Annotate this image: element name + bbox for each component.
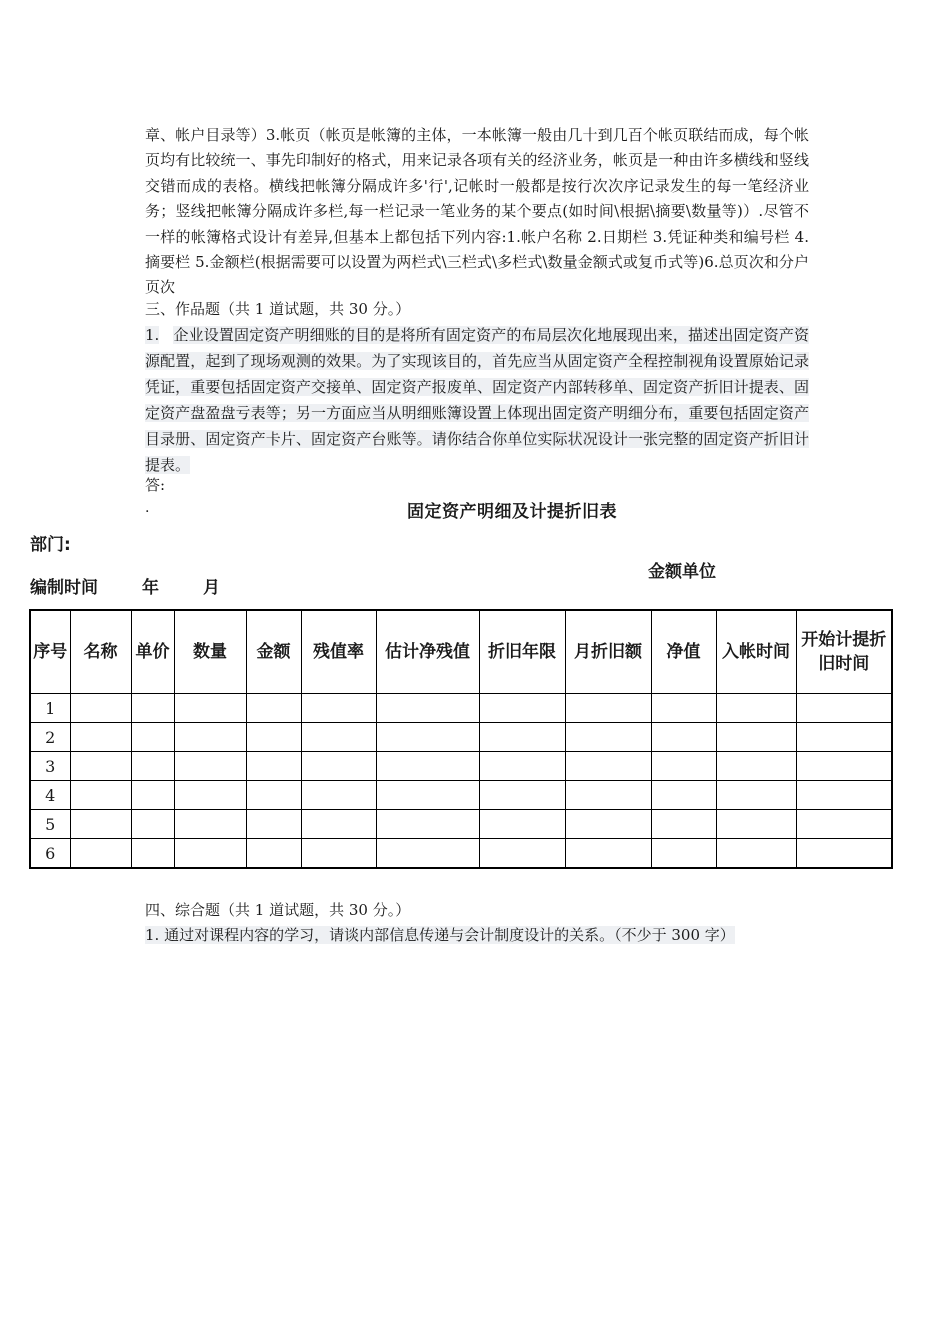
question-4 [145,923,735,948]
table-cell[interactable] [301,839,376,869]
row-index: 1 [30,694,70,723]
col-header-depreciation-start: 开始计提折旧时间 [796,610,892,694]
table-cell[interactable] [479,694,565,723]
row-index: 3 [30,752,70,781]
table-cell[interactable] [301,694,376,723]
table-cell[interactable] [246,839,301,869]
table-cell[interactable] [479,839,565,869]
col-header-amount: 金额 [246,610,301,694]
table-cell[interactable] [716,810,796,839]
table-cell[interactable] [301,810,376,839]
question-1-number: 1. [145,326,160,344]
table-cell[interactable] [565,752,651,781]
col-header-entry-date: 入帐时间 [716,610,796,694]
col-header-index: 序号 [30,610,70,694]
stray-dot: . [145,500,150,516]
row-index: 2 [30,723,70,752]
table-cell[interactable] [651,781,716,810]
table-cell[interactable] [246,781,301,810]
table-cell[interactable] [131,839,174,869]
table-cell[interactable] [716,752,796,781]
table-row [30,810,892,839]
table-cell[interactable] [376,723,479,752]
table-cell[interactable] [376,781,479,810]
table-cell[interactable] [376,810,479,839]
table-header-row [30,610,892,694]
table-cell[interactable] [376,694,479,723]
table-row [30,839,892,869]
table-cell[interactable] [796,810,892,839]
col-header-residual-rate: 残值率 [301,610,376,694]
row-index: 6 [30,839,70,869]
col-header-estimated-residual: 估计净残值 [376,610,479,694]
table-cell[interactable] [131,810,174,839]
table-cell[interactable] [651,723,716,752]
table-cell[interactable] [565,694,651,723]
question-1-text: 企业设置固定资产明细账的目的是将所有固定资产的布局层次化地展现出来，描述出固定资产资源配置，起到了现场观测的效果。为了实现该目的，首先应当从固定资产全程控制视角设置原始记录凭证，重要包括固定资产交接单、固定资产报废单、固定资产内部转移单、固定资产折旧计提表、固定资产盘盈盘亏表等；另一方面应当从明细账簿设置上体现出固定资产明细分布，重要包括固定资产目录册、固定资产卡片、固定资产台账等。请你结合你单位实际状况设计一张完整的固定资产折旧计提表。 [145,326,809,474]
table-cell[interactable] [131,723,174,752]
table-cell[interactable] [301,781,376,810]
table-cell[interactable] [174,694,246,723]
amount-unit-label: 金额单位 [648,562,716,582]
table-row [30,694,892,723]
table-cell[interactable] [246,810,301,839]
section-3-heading: 三、作品题（共 1 道试题，共 30 分。） [145,300,411,318]
table-cell[interactable] [716,781,796,810]
col-header-net-value: 净值 [651,610,716,694]
table-cell[interactable] [716,839,796,869]
table-cell[interactable] [70,781,131,810]
table-cell[interactable] [565,781,651,810]
row-index: 5 [30,810,70,839]
table-cell[interactable] [246,694,301,723]
intro-paragraph: 章、帐户目录等）3.帐页（帐页是帐簿的主体，一本帐簿一般由几十到几百个帐页联结而成，每个帐页均有比较统一、事先印制好的格式，用来记录各项有关的经济业务，帐页是一种由许多横线和竖线交错而成的表格。横线把帐簿分隔成许多'行',记帐时一般都是按行次次序记录发生的每一笔经济业务；竖线把帐簿分隔成许多栏,每一栏记录一笔业务的某个要点(如时间\根据\摘要\数量等)）.尽管不一样的帐簿格式设计有差异,但基本上都包括下列内容:1.帐户名称 2.日期栏 3.凭证种类和编号栏 4.摘要栏 5.金额栏(根据需要可以设置为两栏式\三栏式\多栏式\数量金额式或复币式等)6.总页次和分户页次 [145,126,809,297]
table-cell[interactable] [479,810,565,839]
question-1 [145,322,809,478]
table-cell[interactable] [796,723,892,752]
table-cell[interactable] [479,752,565,781]
section-4-heading: 四、综合题（共 1 道试题，共 30 分。） [145,901,411,919]
department-label: 部门: [30,535,71,555]
table-cell[interactable] [131,781,174,810]
table-cell[interactable] [70,810,131,839]
table-cell[interactable] [70,839,131,869]
table-cell[interactable] [651,810,716,839]
table-cell[interactable] [651,694,716,723]
table-cell[interactable] [376,839,479,869]
year-label: 年 [142,578,159,598]
table-cell[interactable] [246,723,301,752]
table-cell[interactable] [70,752,131,781]
table-cell[interactable] [70,694,131,723]
table-cell[interactable] [70,723,131,752]
table-cell[interactable] [716,694,796,723]
table-row [30,781,892,810]
table-cell[interactable] [565,839,651,869]
table-cell[interactable] [651,839,716,869]
table-cell[interactable] [651,752,716,781]
table-cell[interactable] [716,723,796,752]
table-cell[interactable] [376,752,479,781]
prepared-time-label: 编制时间 [30,578,98,598]
table-cell[interactable] [246,752,301,781]
table-cell[interactable] [174,810,246,839]
question-4-text: 1. 通过对课程内容的学习，请谈内部信息传递与会计制度设计的关系。（不少于 300 字） [145,926,735,944]
table-cell[interactable] [565,723,651,752]
col-header-unit-price: 单价 [131,610,174,694]
prepared-time-row [30,573,220,598]
depreciation-table [29,609,893,869]
col-header-monthly-depreciation: 月折旧额 [565,610,651,694]
table-cell[interactable] [301,723,376,752]
table-cell[interactable] [131,752,174,781]
table-cell[interactable] [174,752,246,781]
row-index: 4 [30,781,70,810]
table-cell[interactable] [565,810,651,839]
month-label: 月 [203,578,220,598]
table-cell[interactable] [174,781,246,810]
table-row [30,752,892,781]
answer-label: 答: [145,476,166,494]
col-header-depreciation-years: 折旧年限 [479,610,565,694]
table-row [30,723,892,752]
table-cell[interactable] [479,781,565,810]
table-cell[interactable] [796,839,892,869]
table-cell[interactable] [301,752,376,781]
col-header-name: 名称 [70,610,131,694]
table-cell[interactable] [174,723,246,752]
form-title: 固定资产明细及计提折旧表 [407,502,617,522]
table-cell[interactable] [796,781,892,810]
table-cell[interactable] [479,723,565,752]
table-cell[interactable] [796,694,892,723]
col-header-quantity: 数量 [174,610,246,694]
table-cell[interactable] [174,839,246,869]
table-cell[interactable] [796,752,892,781]
table-cell[interactable] [131,694,174,723]
